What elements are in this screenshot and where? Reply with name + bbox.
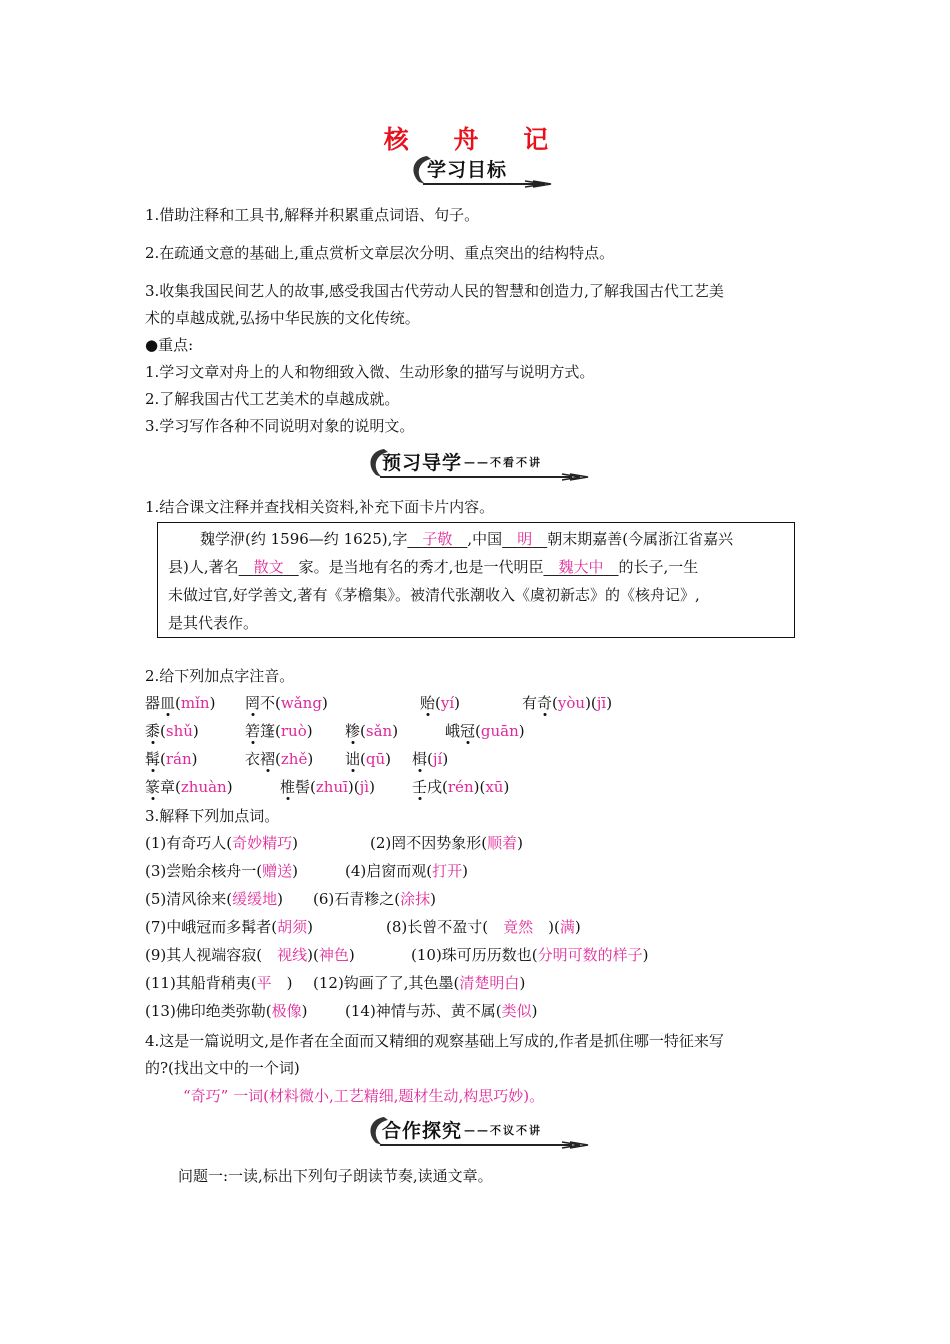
q4-line-1: 4.这是一篇说明文,是作者在全面而又精细的观察基础上写成的,作者是抓住哪一特征来写 [145, 1032, 724, 1050]
paren: ) [473, 778, 480, 796]
pinyin-item [522, 692, 612, 714]
paren: ) [574, 918, 581, 936]
section-title-explore: 合作探究 [382, 1120, 463, 1142]
dotted-char: 箬 [245, 722, 261, 740]
definition-answer: 打开 [432, 862, 463, 880]
section-subtitle-explore: ——不议不讲 [464, 1124, 542, 1137]
dotted-char: 楫 [412, 750, 428, 768]
section-title-objectives: 学习目标 [427, 159, 508, 181]
key-point-2: 2.了解我国古代工艺美术的卓越成就。 [145, 390, 400, 408]
paren: ) [347, 778, 354, 796]
dotted-char: 诎 [345, 750, 361, 768]
definition-answer: 涂抹 [400, 890, 431, 908]
definition-item [145, 832, 298, 854]
definition-term: (1)有奇巧人( [145, 834, 233, 852]
definition-item [411, 944, 649, 966]
dotted-char: 贻 [420, 694, 436, 712]
dotted-char: 糁 [345, 722, 361, 740]
pinyin-answer: xū [485, 778, 504, 796]
paren: ) [519, 974, 526, 992]
paren: ) [301, 1002, 308, 1020]
paren: ( [175, 778, 181, 796]
paren: ( [160, 750, 166, 768]
q4-answer: “奇巧” 一词(材料微小,工艺精细,题材生动,构思巧妙)。 [183, 1087, 545, 1105]
card-line-2: 县)人,著名 散文 家。是当地有名的秀才,也是一代明臣 魏大中 的长子,一生 [168, 558, 699, 576]
definition-item [313, 972, 525, 994]
definition-term: (14)神情与苏、黄不属( [345, 1002, 502, 1020]
pinyin-answer: rán [165, 750, 192, 768]
key-point-3: 3.学习写作各种不同说明对象的说明文。 [145, 417, 415, 435]
pinyin-item [145, 692, 215, 714]
pinyin-answer: rén [447, 778, 474, 796]
paren: ( [360, 722, 366, 740]
pinyin-answer: mǐn [180, 694, 210, 712]
answer-dynasty: 明 [517, 530, 533, 548]
key-point-1: 1.学习文章对舟上的人和物细致入微、生动形象的描写与说明方式。 [145, 363, 595, 381]
paren: ) [307, 750, 314, 768]
pinyin-answer: qū [365, 750, 386, 768]
pinyin-item [345, 720, 398, 742]
definition-term: (12)钩画了了,其色墨( [313, 974, 460, 992]
paren: ( [160, 722, 166, 740]
page-title: 核 舟 记 [383, 125, 567, 154]
paren: ) [271, 974, 293, 992]
paren: ( [475, 722, 481, 740]
paren: ) [348, 946, 355, 964]
pinyin-answer: zhě [280, 750, 308, 768]
paren: ) [209, 694, 216, 712]
word-part: 峨 [445, 722, 461, 740]
definition-term: (2)罔不因势象形( [370, 834, 488, 852]
paren: ) [306, 722, 313, 740]
pinyin-item [280, 776, 375, 798]
pinyin-item [145, 748, 198, 770]
pinyin-answer: jí [432, 750, 443, 768]
dotted-char: 奇 [537, 694, 553, 712]
card-line-4: 是其代表作。 [168, 614, 259, 632]
paren: )( [533, 918, 560, 936]
paren: ) [642, 946, 649, 964]
dotted-char: 黍 [145, 722, 161, 740]
paren: ( [360, 750, 366, 768]
definition-term: (4)启窗而观( [345, 862, 433, 880]
pinyin-answer: zhuàn [180, 778, 227, 796]
pinyin-item [345, 748, 391, 770]
dotted-char: 冠 [460, 722, 476, 740]
paren: ) [292, 834, 298, 852]
word-part: 不 [260, 694, 276, 712]
objective-2: 2.在疏通文意的基础上,重点赏析文章层次分明、重点突出的结构特点。 [145, 244, 615, 262]
paren: ( [275, 722, 281, 740]
paren: ( [442, 778, 448, 796]
objective-1: 1.借助注释和工具书,解释并积累重点词语、句子。 [145, 206, 480, 224]
section-subtitle-preview: ——不看不讲 [464, 456, 542, 469]
word-part: 篷 [260, 722, 276, 740]
definition-answer: 竟然 [503, 918, 534, 936]
word-part: 器 [145, 694, 161, 712]
definition-answer: 缓缓地 [232, 890, 278, 908]
definition-term: (3)尝贻余核舟一( [145, 862, 263, 880]
definition-answer: 平 [256, 974, 272, 992]
definition-term: (10)珠可历历数也( [411, 946, 538, 964]
definition-term: (6)石青糁之( [313, 890, 401, 908]
pinyin-item [145, 720, 199, 742]
pinyin-item [412, 776, 509, 798]
paren: ( [353, 778, 360, 796]
paren: ( [552, 694, 558, 712]
q2-prompt: 2.给下列加点字注音。 [145, 667, 295, 685]
definition-item [145, 916, 313, 938]
pinyin-answer: guān [480, 722, 519, 740]
paren: ) [321, 694, 328, 712]
paren: ) [226, 778, 233, 796]
definition-item [145, 944, 355, 966]
paren: ( [175, 694, 181, 712]
paren: ) [430, 890, 436, 908]
paren: ( [275, 694, 281, 712]
definition-answer: 分明可数的样子 [537, 946, 643, 964]
paren: ) [292, 862, 298, 880]
pinyin-answer: jì [359, 778, 370, 796]
definition-answer: 赠送 [262, 862, 293, 880]
dotted-char: 罔 [245, 694, 261, 712]
objective-3b: 术的卓越成就,弘扬中华民族的文化传统。 [145, 309, 420, 327]
paren: ( [590, 694, 597, 712]
objective-3a: 3.收集我国民间艺人的故事,感受我国古代劳动人民的智慧和创造力,了解我国古代工艺美 [145, 282, 724, 300]
dotted-char: 髯 [145, 750, 161, 768]
definition-item [145, 1000, 308, 1022]
q3-prompt: 3.解释下列加点词。 [145, 807, 280, 825]
paren: ) [518, 722, 525, 740]
paren: ( [435, 694, 441, 712]
definition-item [145, 972, 293, 994]
definition-term: (7)中峨冠而多髯者( [145, 918, 278, 936]
pinyin-item [412, 748, 448, 770]
section-banner-objectives [405, 150, 555, 184]
paren: ) [517, 834, 523, 852]
pinyin-item [245, 692, 328, 714]
paren: ) [392, 722, 399, 740]
paren: ) [442, 750, 449, 768]
pinyin-item [420, 692, 460, 714]
section-banner-preview [362, 443, 602, 477]
definition-item [345, 860, 468, 882]
answer-genre: 散文 [253, 558, 284, 576]
paren: ( [479, 778, 486, 796]
definition-term: (5)清风徐来( [145, 890, 233, 908]
pinyin-answer: ruò [280, 722, 307, 740]
paren: ) [192, 722, 199, 740]
definition-answer: 胡须 [277, 918, 308, 936]
paren: ) [369, 778, 375, 796]
definition-answer: 神色 [318, 946, 349, 964]
definition-item [313, 888, 436, 910]
definition-item [345, 1000, 538, 1022]
card-line-3: 未做过官,好学善文,著有《茅檐集》。被清代张潮收入《虞初新志》的《核舟记》, [168, 586, 700, 604]
pinyin-item [445, 720, 525, 742]
pinyin-answer: jī [596, 694, 607, 712]
definition-item [386, 916, 581, 938]
paren: )( [307, 946, 319, 964]
definition-term: (8)长曾不盈寸( [386, 918, 504, 936]
q4-line-2: 的?(找出文中的一个词) [145, 1059, 300, 1077]
pinyin-item [145, 776, 233, 798]
definition-term: (9)其人视端容寂( [145, 946, 278, 964]
definition-item [370, 832, 523, 854]
paren: ) [454, 694, 461, 712]
answer-father: 魏大中 [558, 558, 604, 576]
paren: ) [385, 750, 391, 768]
paren: ( [427, 750, 433, 768]
dotted-char: 椎 [280, 778, 296, 796]
info-card [157, 522, 795, 638]
word-part: 髻 [295, 778, 311, 796]
paren: ) [585, 694, 591, 712]
paren: ) [531, 1002, 538, 1020]
paren: ( [275, 750, 281, 768]
pinyin-answer: yí [440, 694, 455, 712]
definition-answer: 极像 [271, 1002, 302, 1020]
paren: ) [307, 918, 313, 936]
paren: ) [503, 778, 510, 796]
dotted-char: 皿 [160, 694, 176, 712]
section-banner-explore [362, 1111, 602, 1145]
paren: ) [462, 862, 468, 880]
q1-prompt: 1.结合课文注释并查找相关资料,补充下面卡片内容。 [145, 498, 495, 516]
pinyin-answer: zhuī [315, 778, 348, 796]
dotted-char: 篆 [145, 778, 161, 796]
pinyin-item [245, 720, 313, 742]
definition-answer: 满 [559, 918, 575, 936]
definition-answer: 顺着 [487, 834, 518, 852]
word-part: 有 [522, 694, 538, 712]
definition-answer: 奇妙精巧 [232, 834, 293, 852]
section-title-preview: 预习导学 [382, 452, 463, 474]
paren: ) [277, 890, 283, 908]
definition-term: (13)佛印绝类弥勒( [145, 1002, 272, 1020]
answer-zi: 子敬 [422, 530, 453, 548]
card-line-1: 魏学洢(约 1596—约 1625),字 子敬 ,中国 明 朝末期嘉善(今属浙江省嘉兴 [200, 530, 734, 548]
definition-term: (11)其船背稍夷( [145, 974, 257, 992]
definition-item [145, 888, 283, 910]
pinyin-answer: yòu [557, 694, 586, 712]
problem-1: 问题一:一读,标出下列句子朗读节奏,读通文章。 [178, 1167, 493, 1185]
definition-item [145, 860, 298, 882]
word-part: 章 [160, 778, 176, 796]
paren: ( [310, 778, 316, 796]
paren: ) [606, 694, 613, 712]
pinyin-answer: sǎn [365, 722, 393, 740]
dotted-char: 褶 [260, 750, 276, 768]
definition-answer: 类似 [501, 1002, 532, 1020]
dotted-char: 壬 [412, 778, 428, 796]
paren: ) [191, 750, 198, 768]
word-part: 衣 [245, 750, 261, 768]
pinyin-answer: shǔ [165, 722, 193, 740]
word-part: 戌 [427, 778, 443, 796]
pinyin-item [245, 748, 313, 770]
key-points-label: ●重点: [145, 336, 194, 354]
pinyin-answer: wǎng [280, 694, 322, 712]
definition-answer: 视线 [277, 946, 308, 964]
definition-answer: 清楚明白 [459, 974, 520, 992]
